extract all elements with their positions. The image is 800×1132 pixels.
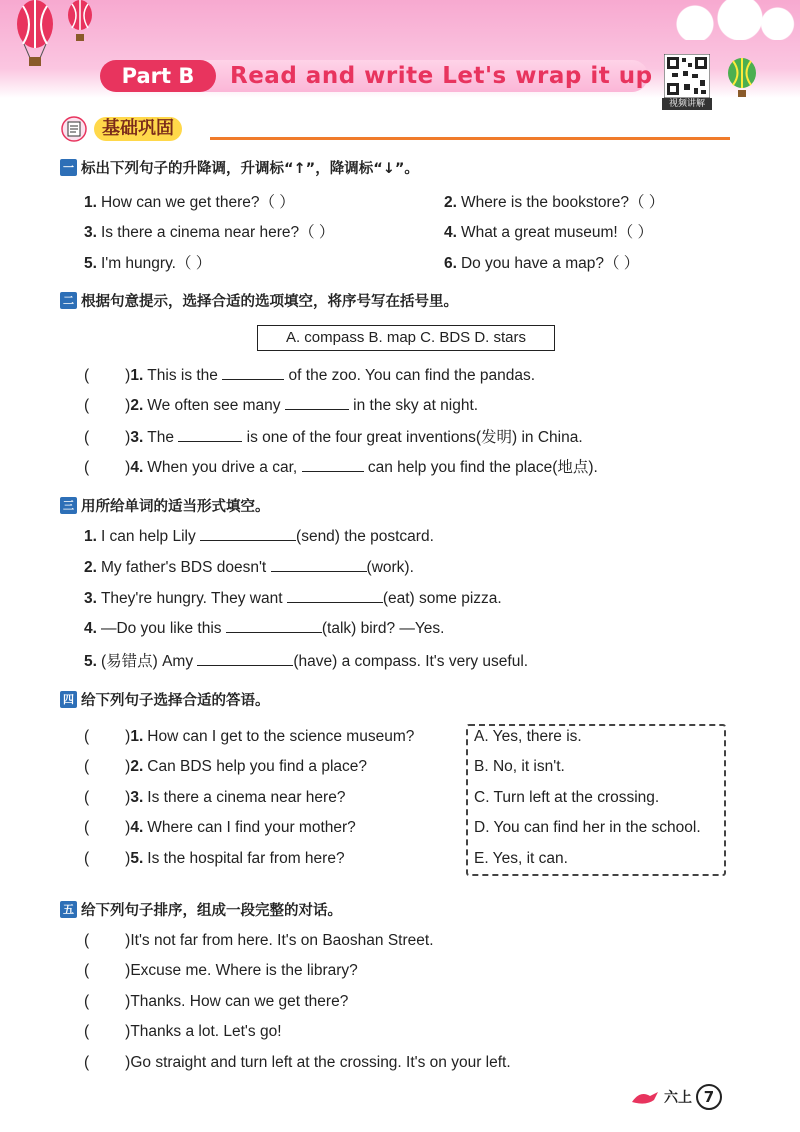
grade-label: 六上 xyxy=(664,1090,692,1106)
options-box: A. compass B. map C. BDS D. stars xyxy=(257,325,555,351)
list-item: 2. My father's BDS doesn't (work). xyxy=(84,559,414,576)
notebook-icon xyxy=(60,116,88,142)
answer-blank[interactable] xyxy=(178,427,242,442)
page-title: Read and write Let's wrap it up xyxy=(230,63,653,89)
answer-blank[interactable] xyxy=(200,526,296,541)
section-3-header xyxy=(60,495,270,516)
list-item: 4. —Do you like this (talk) bird? —Yes. xyxy=(84,620,445,637)
answer-option: C. Turn left at the crossing. xyxy=(474,789,660,806)
section-instruction: 给下列句子排序，组成一段完整的对话。 xyxy=(81,903,342,919)
list-item: ( )3. The is one of the four great inventions(发明) in China. xyxy=(84,429,583,446)
list-item: ( )3. Is there a cinema near here? xyxy=(84,789,346,806)
answer-blank[interactable] xyxy=(197,651,293,666)
list-item: ( )Go straight and turn left at the crossing. It's on your left. xyxy=(84,1054,511,1071)
list-item: 5. (易错点) Amy (have) a compass. It's very useful. xyxy=(84,653,529,670)
answer-blank[interactable] xyxy=(226,618,322,633)
list-item: ( )Excuse me. Where is the library? xyxy=(84,962,358,979)
section-number: 四 xyxy=(60,691,77,708)
list-item: ( )Thanks. How can we get there? xyxy=(84,993,349,1010)
section-2-header xyxy=(60,290,458,311)
answer-option: D. You can find her in the school. xyxy=(474,819,701,836)
qr-caption: 视频讲解 xyxy=(662,98,712,110)
answer-blank[interactable] xyxy=(287,588,383,603)
section-number: 三 xyxy=(60,497,77,514)
answer-option: B. No, it isn't. xyxy=(474,758,565,775)
balloon-icon xyxy=(726,58,758,100)
part-label: Part B xyxy=(100,60,216,92)
list-item: ( )2. We often see many in the sky at night. xyxy=(84,397,479,414)
list-item: ( )4. Where can I find your mother? xyxy=(84,819,356,836)
section-instruction: 根据句意提示，选择合适的选项填空，将序号写在括号里。 xyxy=(81,294,458,310)
list-item: ( )1. This is the of the zoo. You can find the pandas. xyxy=(84,367,536,384)
list-item: 6. Do you have a map?（ ） xyxy=(444,255,640,272)
list-item: 3. Is there a cinema near here?（ ） xyxy=(84,224,335,241)
section-4-header xyxy=(60,689,270,710)
section-instruction: 用所给单词的适当形式填空。 xyxy=(81,499,270,515)
section-number: 五 xyxy=(60,901,77,918)
list-item: 4. What a great museum!（ ） xyxy=(444,224,654,241)
list-item: 5. I'm hungry.（ ） xyxy=(84,255,212,272)
section-number: 一 xyxy=(60,159,77,176)
list-item: ( )It's not far from here. It's on Baoshan Street. xyxy=(84,932,434,949)
divider xyxy=(210,137,730,140)
list-item: 1. I can help Lily (send) the postcard. xyxy=(84,528,434,545)
page-number: 7 xyxy=(696,1084,722,1110)
balloon-icon xyxy=(66,0,94,46)
list-item: ( )Thanks a lot. Let's go! xyxy=(84,1023,282,1040)
bird-icon xyxy=(630,1088,660,1106)
qr-code-icon[interactable] xyxy=(664,54,710,98)
section-number: 二 xyxy=(60,292,77,309)
basics-title: 基础巩固 xyxy=(94,117,182,141)
cloud-decoration xyxy=(650,0,800,40)
page-footer xyxy=(630,1084,722,1110)
list-item: 2. Where is the bookstore?（ ） xyxy=(444,194,665,211)
basics-header xyxy=(60,116,182,142)
section-1-header xyxy=(60,157,419,178)
answer-blank[interactable] xyxy=(222,365,284,380)
balloon-icon xyxy=(14,0,56,70)
answer-option: A. Yes, there is. xyxy=(474,728,582,745)
section-5-header xyxy=(60,899,342,920)
list-item: ( )2. Can BDS help you find a place? xyxy=(84,758,368,775)
section-instruction: 标出下列句子的升降调，升调标“↑”，降调标“↓”。 xyxy=(81,161,419,177)
list-item: ( )1. How can I get to the science museum? xyxy=(84,728,415,745)
section-instruction: 给下列句子选择合适的答语。 xyxy=(81,693,270,709)
list-item: ( )4. When you drive a car, can help you find the place(地点). xyxy=(84,459,598,476)
list-item: 1. How can we get there?（ ） xyxy=(84,194,295,211)
answer-blank[interactable] xyxy=(302,457,364,472)
answer-blank[interactable] xyxy=(271,557,367,572)
list-item: ( )5. Is the hospital far from here? xyxy=(84,850,345,867)
list-item: 3. They're hungry. They want (eat) some pizza. xyxy=(84,590,502,607)
answer-blank[interactable] xyxy=(285,395,349,410)
answer-option: E. Yes, it can. xyxy=(474,850,568,867)
